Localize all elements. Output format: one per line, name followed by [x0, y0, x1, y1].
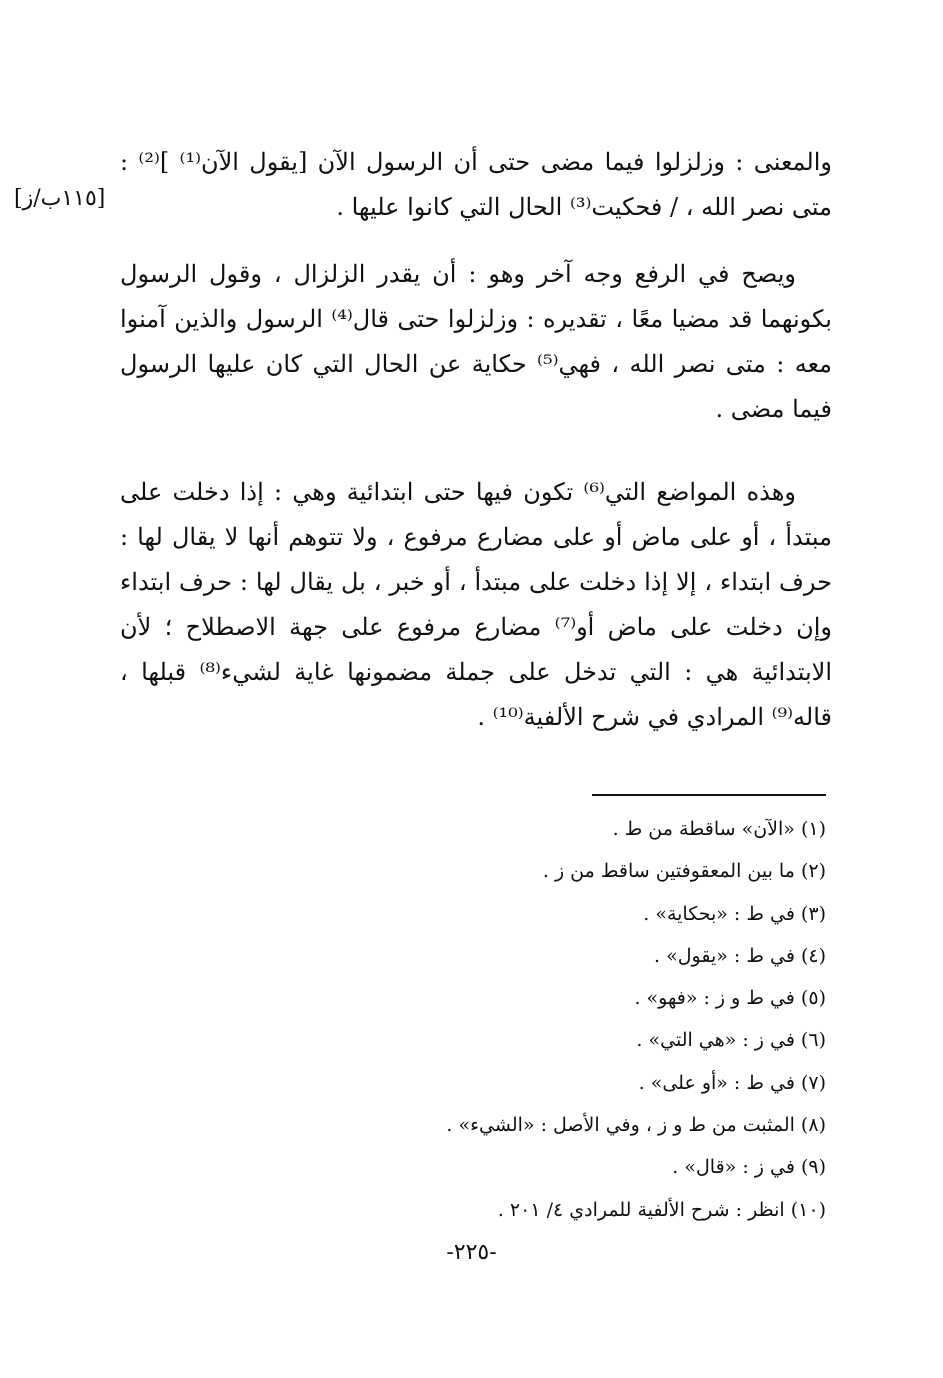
footnote-item: (١) «الآن» ساقطة من ط . [612, 818, 826, 840]
paragraph-2-text: ويصح في الرفع وجه آخر وهو : أن يقدر الزلزال ، وقول الرسول بكونهما قد مضيا معًا ، تقديره : وزلزلوا حتى قال⁽⁴⁾ الرسول والذين آمنوا معه : متى نصر الله ، فهي⁽⁵⁾ حكاية عن الحال التي كان عليها الرسول فيما مضى . [120, 260, 833, 423]
footnote-separator [592, 794, 826, 796]
page-number: -٢٢٥- [446, 1240, 497, 1265]
paragraph-1 [120, 140, 832, 230]
paragraph-3-text: وهذه المواضع التي⁽⁶⁾ تكون فيها حتى ابتدائية وهي : إذا دخلت على مبتدأ ، أو على ماض أو على مضارع مرفوع ، ولا تتوهم أنها لا يقال لها : حرف ابتداء ، إلا إذا دخلت على مبتدأ ، أو خبر ، بل يقال لها : حرف ابتداء وإن دخلت على ماض أو⁽⁷⁾ مضارع مرفوع على جهة الاصطلاح ؛ لأن الابتدائية هي : التي تدخل على جملة مضمونها غاية لشيء⁽⁸⁾ قبلها ، قاله⁽⁹⁾ المرادي في شرح الألفية⁽¹⁰⁾ . [120, 478, 833, 731]
footnote-item: (٦) في ز : «هي التي» . [636, 1029, 826, 1052]
footnote-item: (٣) في ط : «بحكاية» . [643, 902, 826, 925]
footnote-item: (٧) في ط : «أو على» . [638, 1071, 826, 1094]
paragraph-1-text: والمعنى : وزلزلوا فيما مضى حتى أن الرسول الآن [يقول الآن⁽¹⁾ ]⁽²⁾ : متى نصر الله ، / فحكيت⁽³⁾ الحال التي كانوا عليها . [120, 148, 833, 221]
footnotes-list [120, 808, 826, 1231]
footnote-item: (٨) المثبت من ط و ز ، وفي الأصل : «الشيء» . [446, 1114, 826, 1137]
footnote-item: (١٠) انظر : شرح الألفية للمرادي ٤/ ٢٠١ . [497, 1198, 826, 1221]
paragraph-3 [120, 470, 832, 740]
margin-manuscript-reference: [١١٥ب/ز] [14, 186, 106, 211]
paragraph-2 [120, 252, 832, 432]
footnote-item: (٤) في ط : «يقول» . [654, 944, 826, 967]
footnote-item: (٩) في ز : «قال» . [672, 1156, 826, 1179]
footnote-item: (٥) في ط و ز : «فهو» . [634, 987, 826, 1010]
footnote-item: (٢) ما بين المعقوفتين ساقط من ز . [542, 860, 826, 883]
